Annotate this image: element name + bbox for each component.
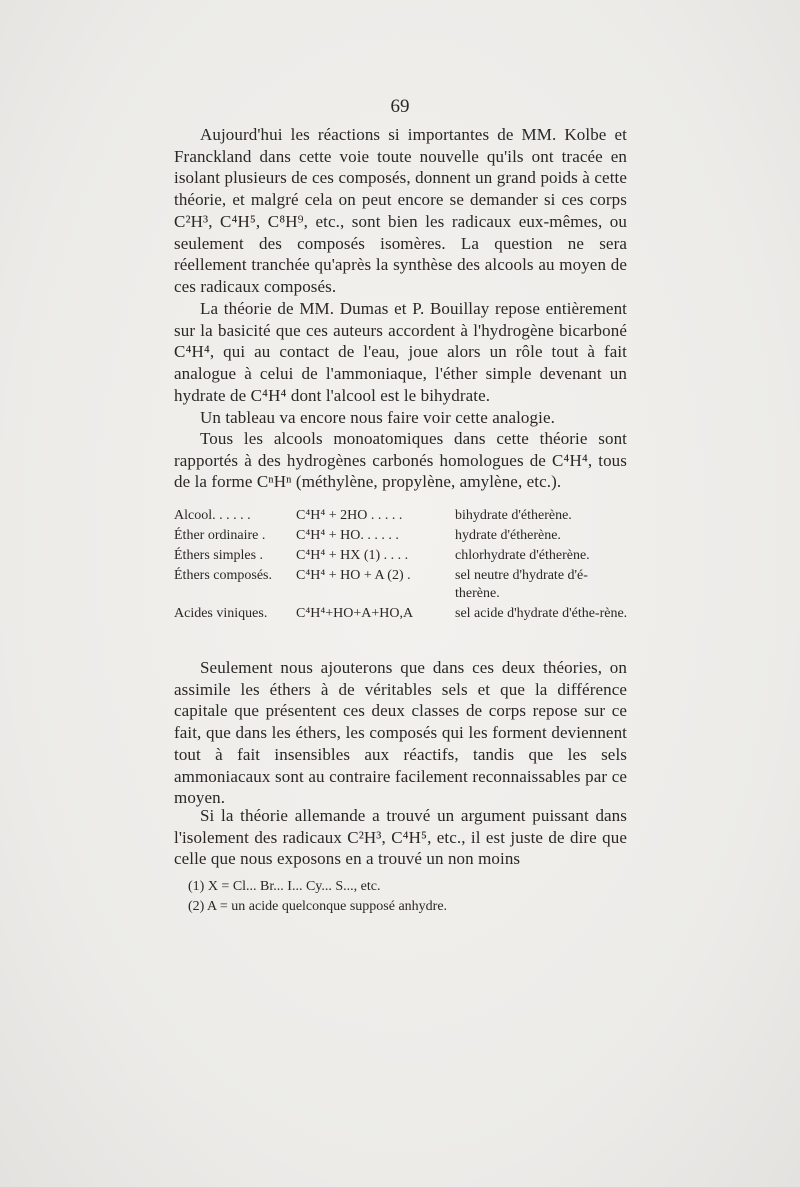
footnotes [188,877,618,916]
footnote-2: (2) A = un acide quelconque supposé anhydre. [188,898,448,914]
row-description: hydrate d'étherène. [455,528,561,543]
paragraph-4: Tous les alcools monoatomiques dans cette théorie sont rapportés à des hydrogènes carbonés homologues de C⁴H⁴, tous de la forme CⁿHⁿ (méthylène, propylène, amylène, etc.). [174,429,627,492]
row-name: Acides viniques. [174,606,268,621]
table-row [174,507,634,525]
page-number: 69 [390,96,410,117]
row-description: sel acide d'hydrate d'éthe-rène. [455,606,628,621]
footnote-1: (1) X = Cl... Br... I... Cy... S..., etc. [188,879,381,894]
row-name: Alcool. . . . . . [174,508,251,523]
paragraph-3: Un tableau va encore nous faire voir cette analogie. [200,408,555,427]
table-row [174,605,634,623]
row-name: Éthers composés. [174,568,272,583]
paragraph-1: Aujourd'hui les réactions si importantes de MM. Kolbe et Franckland dans cette voie toute nouvelle qu'ils ont tracée en isolant plusieurs de ces composés, donnent un grand poids à cette théorie, et malgré cela on peut encore se demander si ces corps C²H³, C⁴H⁵, C⁸H⁹, etc., sont bien les radicaux eux-mêmes, ou seulement des composés isomères. La question ne sera réellement tranchée qu'après la synthèse des alcools au moyen de ces radicaux composés. [174,125,627,296]
row-name: Éthers simples . [174,548,264,563]
row-description: bihydrate d'étherène. [455,508,572,523]
paragraph-2: La théorie de MM. Dumas et P. Bouillay repose entièrement sur la basicité que ces auteurs accordent à l'hydrogène bicarboné C⁴H⁴, qui au contact de l'eau, joue alors un rôle tout à fait analogue à celui de l'ammoniaque, l'éther simple devenant un hydrate de C⁴H⁴ dont l'alcool est le bihydrate. [174,299,627,405]
row-description: sel neutre d'hydrate d'é-therène. [455,568,588,601]
row-formula: C⁴H⁴ + HO. . . . . . [296,528,399,543]
table-row [174,567,634,603]
table-row [174,547,634,565]
row-formula: C⁴H⁴ + HX (1) . . . . [296,548,409,563]
row-name: Éther ordinaire . [174,528,266,543]
row-formula: C⁴H⁴+HO+A+HO,A [296,606,414,621]
table-row [174,527,634,545]
row-formula: C⁴H⁴ + HO + A (2) . [296,568,411,583]
paragraph-6: Si la théorie allemande a trouvé un argument puissant dans l'isolement des radicaux C²H³, C⁴H⁵, etc., il est juste de dire que celle que nous exposons en a trouvé un non moins [174,806,627,869]
row-formula: C⁴H⁴ + 2HO . . . . . [296,508,403,523]
analogy-table [174,507,634,625]
row-description: chlorhydrate d'étherène. [455,548,590,563]
paragraph-5: Seulement nous ajouterons que dans ces deux théories, on assimile les éthers à de véritables sels et que la différence capitale que présentent ces deux classes de corps repose sur ce fait, que dans les éthers, les composés qui les forment deviennent tout à fait insensibles aux réactifs, tandis que les sels ammoniacaux sont au contraire facilement reconnaissables par ce moyen. [174,658,627,808]
